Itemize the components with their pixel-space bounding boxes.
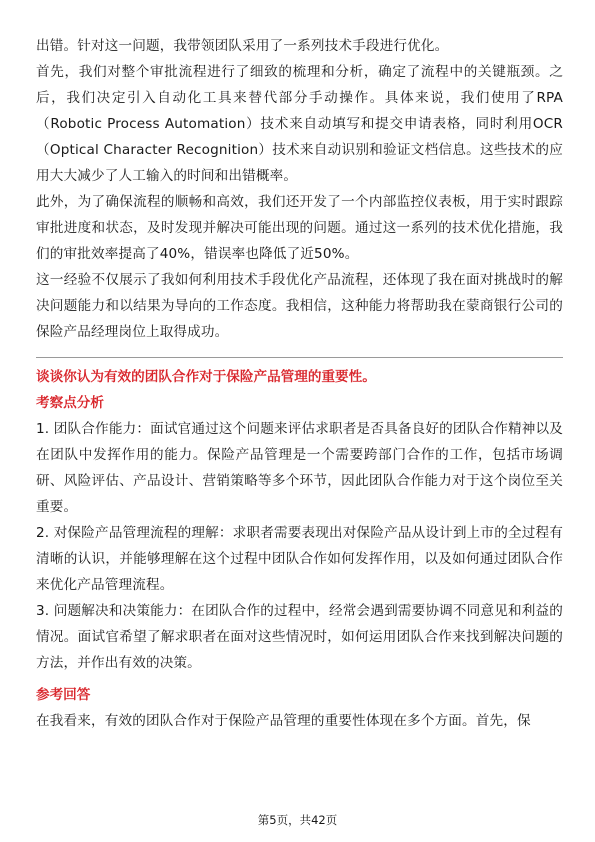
paragraph: 首先，我们对整个审批流程进行了细致的梳理和分析，确定了流程中的关键瓶颈。之后，我们决定引入自动化工具来替代部分手动操作。具体来说，我们使用了RPA（Robotic Process Automation）技术来自动填写和提交申请表格，同时利用OCR（Optical Character Recognition）技术来自动识别和验证文档信息。这些技术的应用大大减少了人工输入的时间和出错概率。 [36,64,563,184]
paragraph: 此外，为了确保流程的顺畅和高效，我们还开发了一个内部监控仪表板，用于实时跟踪审批进度和状态，及时发现并解决可能出现的问题。通过这一系列的技术优化措施，我们的审批效率提高了40%，错误率也降低了近50%。 [36,194,563,262]
analysis-item: 3. 问题解决和决策能力：在团队合作的过程中，经常会遇到需要协调不同意见和利益的情况。面试官希望了解求职者在面对这些情况时，如何运用团队合作来找到解决问题的方法，并作出有效的决策。 [36,603,563,671]
paragraph: 出错。针对这一问题，我带领团队采用了一系列技术手段进行优化。 [36,38,449,54]
question-title: 谈谈你认为有效的团队合作对于保险产品管理的重要性。 [36,369,376,385]
answer-text: 在我看来，有效的团队合作对于保险产品管理的重要性体现在多个方面。首先，保 [36,713,531,729]
section-divider [36,357,563,358]
analysis-heading: 考察点分析 [36,395,104,411]
analysis-item: 1. 团队合作能力：面试官通过这个问题来评估求职者是否具备良好的团队合作精神以及在团队中发挥作用的能力。保险产品管理是一个需要跨部门合作的工作，包括市场调研、风险评估、产品设计、营销策略等多个环节，因此团队合作能力对于这个岗位至关重要。 [36,421,563,515]
page-number: 第5页，共42页 [257,813,338,827]
page-content [36,33,563,734]
answer-heading: 参考回答 [36,687,91,703]
analysis-item: 2. 对保险产品管理流程的理解：求职者需要表现出对保险产品从设计到上市的全过程有清晰的认识，并能够理解在这个过程中团队合作如何发挥作用，以及如何通过团队合作来优化产品管理流程。 [36,525,563,593]
paragraph: 这一经验不仅展示了我如何利用技术手段优化产品流程，还体现了我在面对挑战时的解决问题能力和以结果为导向的工作态度。我相信，这种能力将帮助我在蒙商银行公司的保险产品经理岗位上取得成功。 [36,272,563,340]
